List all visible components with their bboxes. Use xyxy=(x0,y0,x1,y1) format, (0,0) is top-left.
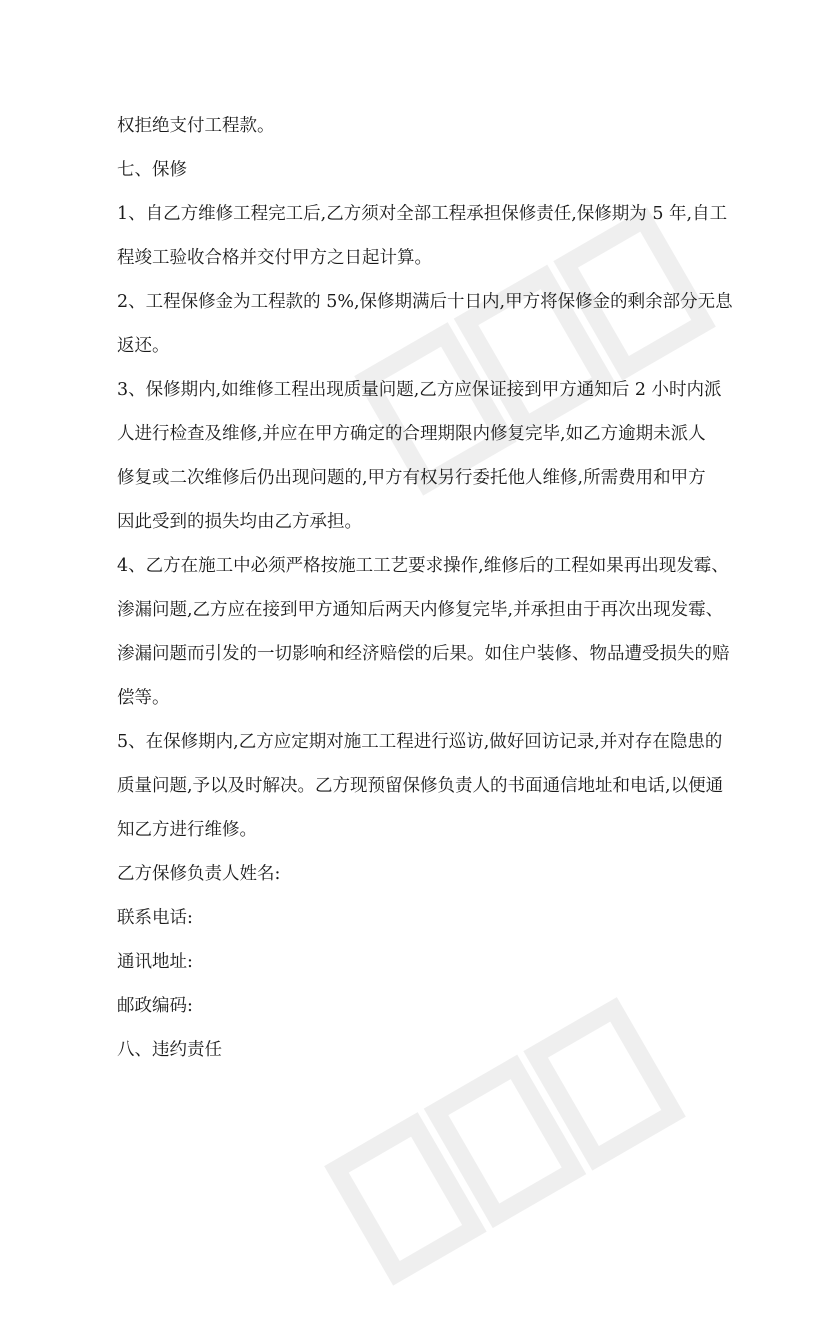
text-line: 2、工程保修金为工程款的 5%,保修期满后十日内,甲方将保修金的剩余部分无息 xyxy=(117,292,733,312)
text-line: 修复或二次维修后仍出现问题的,甲方有权另行委托他人维修,所需费用和甲方 xyxy=(117,468,706,488)
field-contact-address xyxy=(117,940,717,984)
text-line: 渗漏问题而引发的一切影响和经济赔偿的后果。如住户装修、物品遭受损失的赔 xyxy=(117,644,730,664)
field-label: 邮政编码: xyxy=(117,996,193,1016)
text-line: 程竣工验收合格并交付甲方之日起计算。 xyxy=(117,248,432,268)
clause-4 xyxy=(117,544,730,720)
clause-2 xyxy=(117,280,733,368)
text-line: 八、违约责任 xyxy=(117,1040,222,1060)
text-line: 质量问题,予以及时解决。乙方现预留保修负责人的书面通信地址和电话,以便通 xyxy=(117,776,724,796)
paragraph-continuation xyxy=(117,104,717,148)
clause-3 xyxy=(117,368,722,544)
field-contact-name xyxy=(117,852,717,896)
text-line: 返还。 xyxy=(117,336,170,356)
text-line: 5、在保修期内,乙方应定期对施工工程进行巡访,做好回访记录,并对存在隐患的 xyxy=(117,732,723,752)
text-line: 偿等。 xyxy=(117,688,170,708)
text-line: 因此受到的损失均由乙方承担。 xyxy=(117,512,362,532)
text-line: 知乙方进行维修。 xyxy=(117,820,257,840)
field-label: 通讯地址: xyxy=(117,952,193,972)
section-heading-warranty xyxy=(117,148,717,192)
field-postcode xyxy=(117,984,717,1028)
section-heading-breach xyxy=(117,1028,717,1072)
text-line: 人进行检查及维修,并应在甲方确定的合理期限内修复完毕,如乙方逾期未派人 xyxy=(117,424,706,444)
text-line: 权拒绝支付工程款。 xyxy=(117,116,275,136)
text-line: 3、保修期内,如维修工程出现质量问题,乙方应保证接到甲方通知后 2 小时内派 xyxy=(117,380,722,400)
document-body xyxy=(117,104,733,1072)
text-line: 七、保修 xyxy=(117,160,187,180)
field-label: 联系电话: xyxy=(117,908,193,928)
clause-5 xyxy=(117,720,724,852)
text-line: 4、乙方在施工中必须严格按施工工艺要求操作,维修后的工程如果再出现发霉、 xyxy=(117,556,729,576)
text-line: 渗漏问题,乙方应在接到甲方通知后两天内修复完毕,并承担由于再次出现发霉、 xyxy=(117,600,724,620)
field-label: 乙方保修负责人姓名: xyxy=(117,864,281,884)
text-line: 1、自乙方维修工程完工后,乙方须对全部工程承担保修责任,保修期为 5 年,自工 xyxy=(117,204,728,224)
field-contact-phone xyxy=(117,896,717,940)
clause-1 xyxy=(117,192,728,280)
